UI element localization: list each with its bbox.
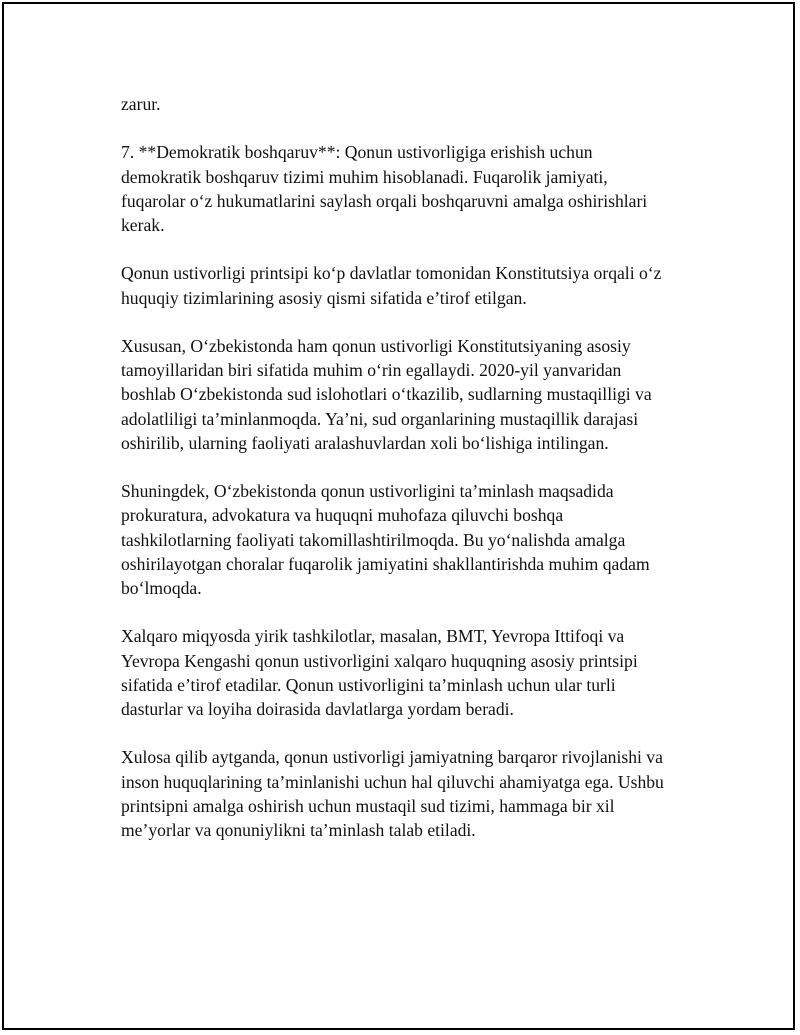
paragraph-law-enforcement-reforms: Shuningdek, O‘zbekistonda qonun ustivorligini ta’minlash maqsadida prokuratura, advokatura va huquqni muhofaza qiluvchi boshqa tashkilotlarning faoliyati takomillashtirilmoqda. Bu yo‘nalishda amalga oshirilayotgan choralar fuqarolik jamiyatini shakllantirishda muhim qadam bo‘lmoqda. bbox=[121, 481, 650, 598]
paragraph-constitution-recognition: Qonun ustivorligi printsipi ko‘p davlatlar tomonidan Konstitutsiya orqali o‘z huquqiy tizimlarining asosiy qismi sifatida e’tirof etilgan. bbox=[121, 263, 662, 308]
paragraph-conclusion: Xulosa qilib aytganda, qonun ustivorligi jamiyatning barqaror rivojlanishi va inson huquqlarining ta’minlanishi uchun hal qiluvchi ahamiyatga ega. Ushbu printsipni amalga oshirish uchun mustaqil sud tizimi, hammaga bir xil me’yorlar va qonuniylikni ta’minlash talab etiladi. bbox=[121, 747, 664, 840]
paragraph-uzbekistan-courts: Xususan, O‘zbekistonda ham qonun ustivorligi Konstitutsiyaning asosiy tamoyillaridan biri sifatida muhim o‘rin egallaydi. 2020-yil yanvaridan boshlab O‘zbekistonda sud islohotlari o‘tkazilib, sudlarning mustaqilligi va adolatliligi ta’minlanmoqda. Ya’ni, sud organlarining mustaqillik darajasi oshirilib, ularning faoliyati aralashuvlardan xoli bo‘lishiga intilingan. bbox=[121, 335, 652, 453]
document-body bbox=[121, 92, 711, 866]
paragraph-international-organizations: Xalqaro miqyosda yirik tashkilotlar, masalan, BMT, Yevropa Ittifoqi va Yevropa Kengashi qonun ustivorligini xalqaro huquqning asosiy printsipi sifatida e’tirof etadilar. Qonun ustivorligini ta’minlash uchun ular turli dasturlar va loyiha doirasida davlatlarga yordam beradi. bbox=[121, 626, 638, 719]
paragraph-democratic-governance: 7. **Demokratik boshqaruv**: Qonun ustivorligiga erishish uchun demokratik boshqaruv tizimi muhim hisoblanadi. Fuqarolik jamiyati, fuqarolar o‘z hukumatlarini saylash orqali boshqaruvni amalga oshirishlari kerak. bbox=[121, 142, 648, 235]
paragraph-continuation: zarur. bbox=[121, 94, 161, 114]
document-page bbox=[2, 2, 795, 1030]
